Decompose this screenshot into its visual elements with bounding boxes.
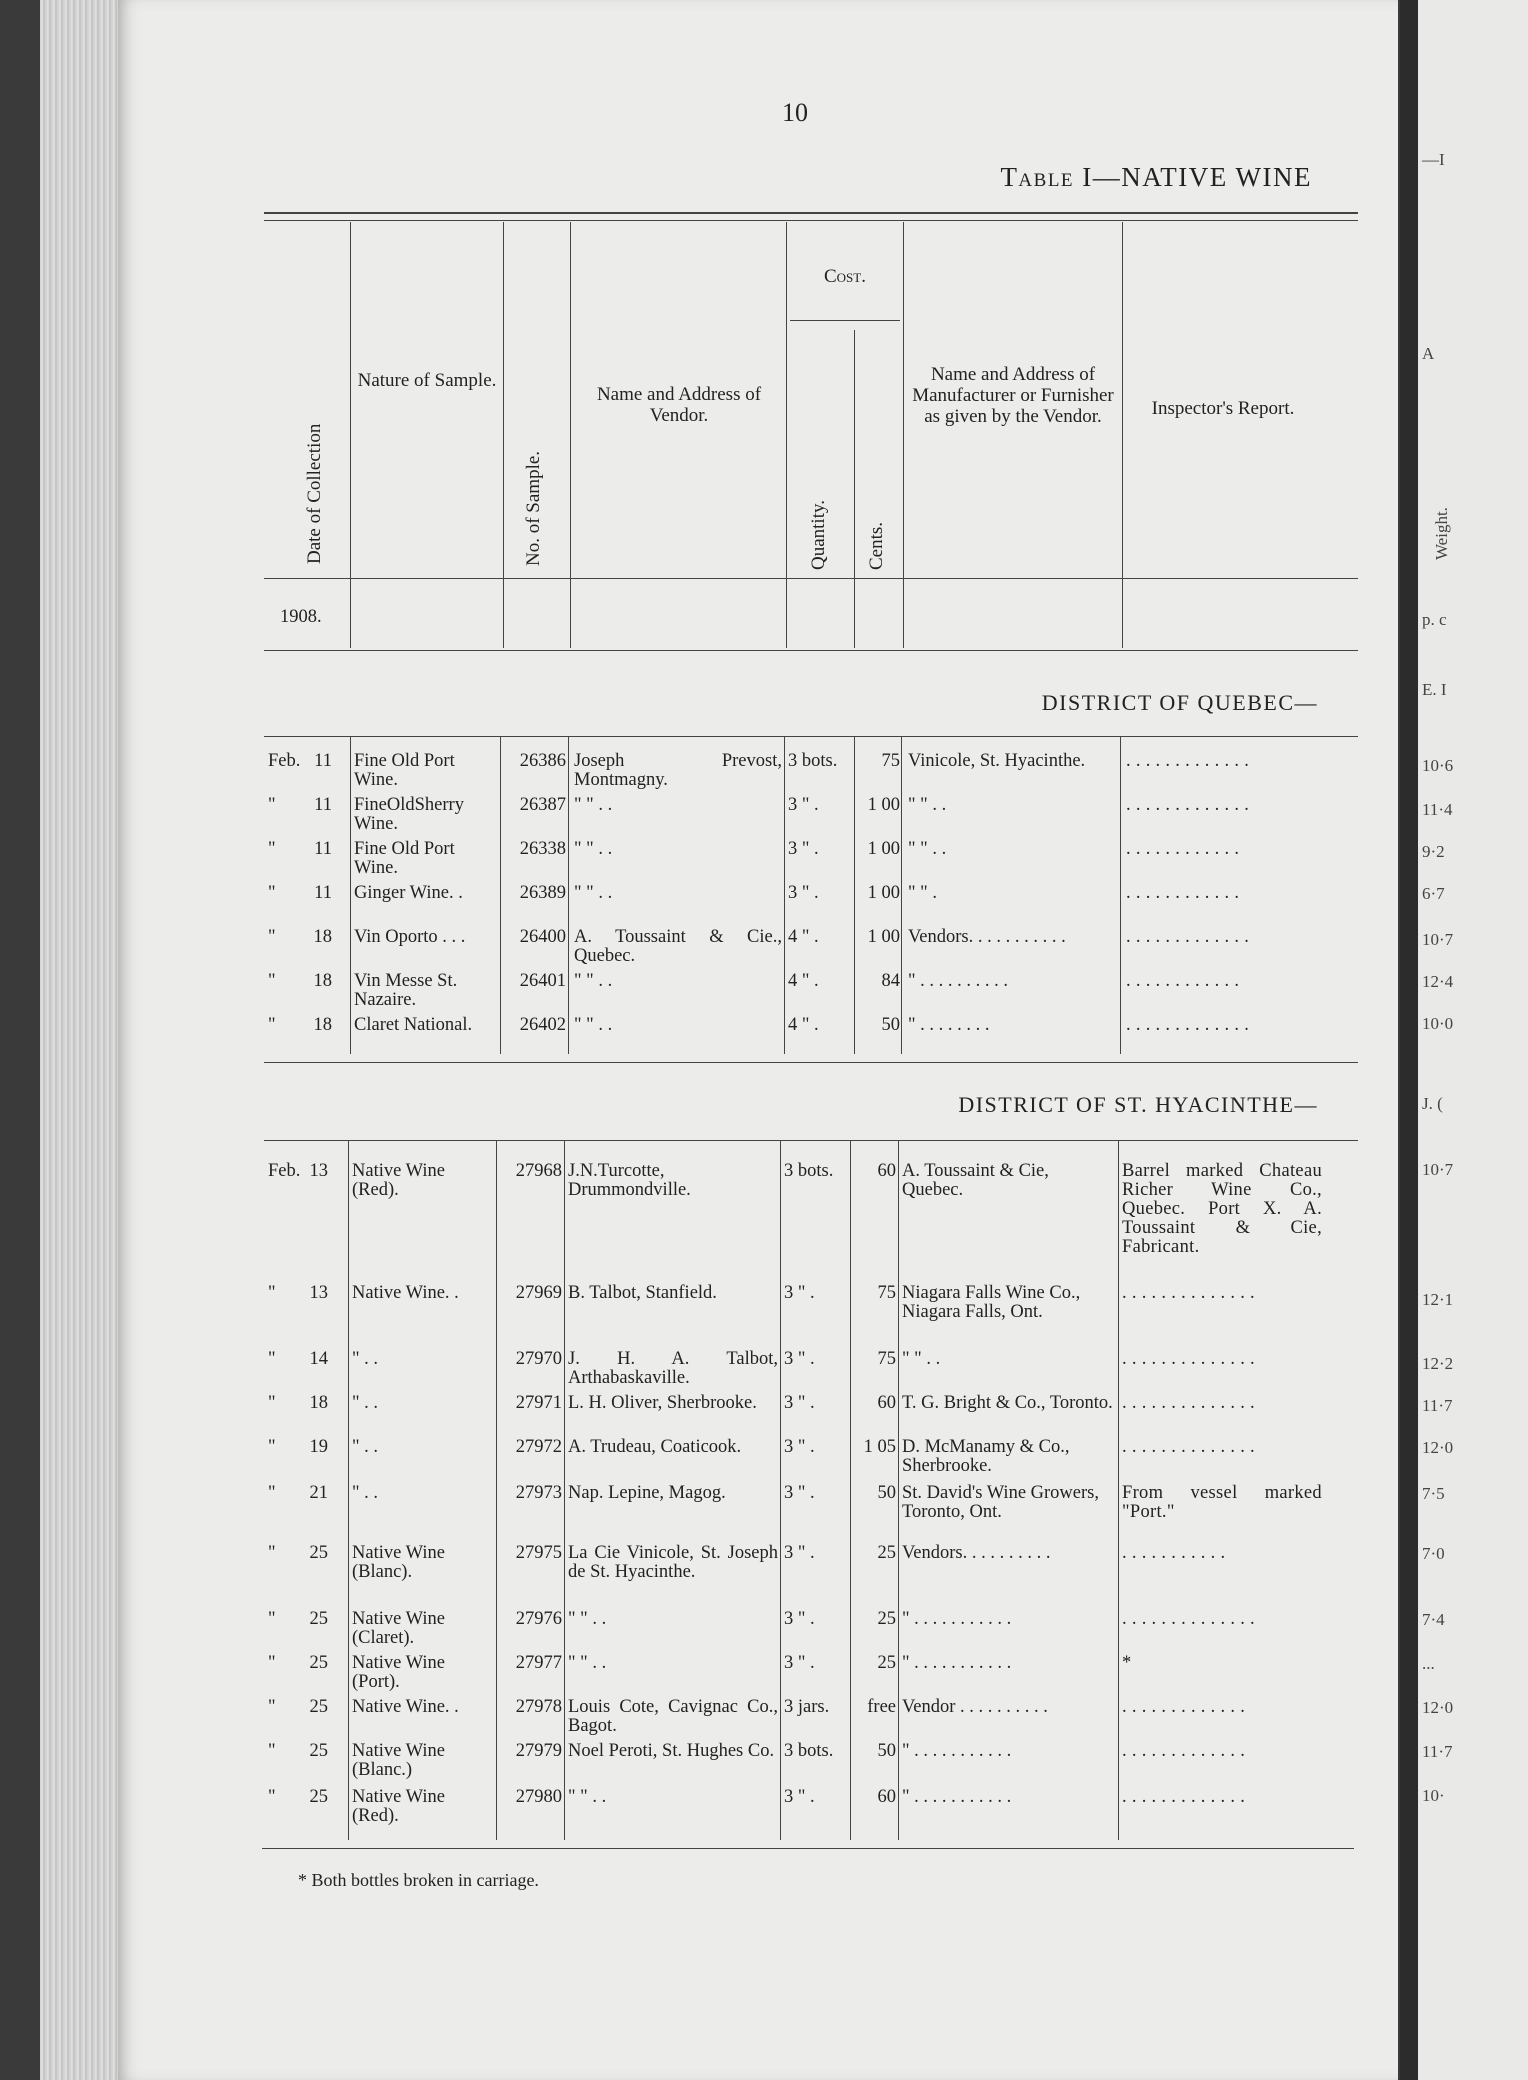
cell-inspector-report: . . . . . . . . . . . . [1126, 839, 1240, 859]
next-page-fragment: E. I [1422, 680, 1447, 699]
cell-month: " [268, 1741, 276, 1761]
cell-quantity: 4 " . [788, 1015, 819, 1035]
cell-month: " [268, 795, 276, 815]
cell-day: 19 [309, 1437, 328, 1457]
cell-day: 18 [313, 971, 332, 991]
q-col-sep-2 [500, 736, 501, 1054]
cell-inspector-report: . . . . . . . . . . . . . . [1122, 1393, 1255, 1413]
cell-quantity: 3 bots. [788, 751, 838, 771]
cell-inspector-report: . . . . . . . . . . . . . [1126, 795, 1250, 815]
next-page-fragment: Weight. [1432, 507, 1451, 560]
cell-sample-no: 26387 [519, 795, 566, 815]
cell-sample-no: 27968 [515, 1161, 562, 1181]
cell-sample-no: 26400 [519, 927, 566, 947]
cell-cents: 75 [877, 1349, 896, 1369]
cell-vendor: La Cie Vinicole, St. Joseph de St. Hyacinthe. [568, 1543, 778, 1582]
cell-month: " [268, 1393, 276, 1413]
cell-inspector-report: . . . . . . . . . . . . . . [1122, 1609, 1255, 1629]
cell-day: 18 [309, 1393, 328, 1413]
next-page-fragment: 12·4 [1422, 972, 1454, 991]
header-vendor: Name and Address of Vendor. [596, 384, 762, 426]
page-number: 10 [782, 98, 808, 127]
cell-quantity: 3 " . [784, 1787, 815, 1807]
cell-manufacturer: " " . . [908, 839, 947, 859]
cell-vendor: " " . . [568, 1787, 607, 1807]
cell-vendor: " " . . [568, 1653, 607, 1673]
cell-manufacturer: D. McManamy & Co., Sherbrooke. [902, 1437, 1070, 1476]
cell-cents: 1 05 [863, 1437, 896, 1457]
cell-cents: 50 [877, 1483, 896, 1503]
col-sep-6 [903, 222, 904, 648]
cell-inspector-report: . . . . . . . . . . . . . [1122, 1787, 1246, 1807]
next-page-fragment: —I [1422, 150, 1445, 169]
cell-day: 25 [309, 1741, 328, 1761]
cell-quantity: 3 " . [784, 1543, 815, 1563]
next-page-fragment: 10·6 [1422, 756, 1454, 775]
cell-nature: Native Wine. . [352, 1697, 459, 1717]
cell-cents: 1 00 [867, 883, 900, 903]
cell-day: 18 [313, 927, 332, 947]
year-bottom-rule [264, 650, 1358, 651]
cell-nature: Native Wine (Red). [352, 1161, 445, 1200]
cell-month: " [268, 1437, 276, 1457]
cell-cents: 1 00 [867, 839, 900, 859]
cell-day: 18 [313, 1015, 332, 1035]
cell-cents: 75 [881, 751, 900, 771]
header-sample-no: No. of Sample. [523, 450, 544, 566]
cell-month: " [268, 1653, 276, 1673]
next-page-fragment: 11·7 [1422, 1396, 1453, 1415]
cell-vendor: Joseph Prevost, Montmagny. [574, 751, 782, 790]
cell-month: Feb. [268, 1161, 301, 1181]
next-page-fragment: 10·0 [1422, 1014, 1454, 1033]
cell-manufacturer: " . . . . . . . . . . . [902, 1787, 1012, 1807]
cell-inspector-report: From vessel marked "Port." [1122, 1483, 1322, 1522]
cell-day: 14 [309, 1349, 328, 1369]
cell-month: " [268, 1609, 276, 1629]
cell-inspector-report: . . . . . . . . . . . . . [1126, 927, 1250, 947]
cell-nature: " . . [352, 1393, 379, 1413]
district-quebec-bottom-rule [264, 1062, 1358, 1063]
cell-cents: 25 [877, 1609, 896, 1629]
cell-month: " [268, 1349, 276, 1369]
header-report: Inspector's Report. [1151, 398, 1295, 419]
cell-quantity: 3 " . [784, 1349, 815, 1369]
district-st-hyacinthe-bottom-rule [262, 1848, 1354, 1849]
cell-inspector-report: Barrel marked Chateau Richer Wine Co., Quebec. Port X. A. Toussaint & Cie, Fabricant. [1122, 1161, 1322, 1257]
cell-month: " [268, 971, 276, 991]
cell-quantity: 3 bots. [784, 1741, 834, 1761]
cell-nature: Vin Oporto . . . [354, 927, 466, 947]
h-col-sep-5 [850, 1140, 851, 1840]
cell-sample-no: 27976 [515, 1609, 562, 1629]
cell-month: " [268, 839, 276, 859]
cell-cents: 1 00 [867, 795, 900, 815]
cell-vendor: " " . . [568, 1609, 607, 1629]
cell-nature: Native Wine (Port). [352, 1653, 445, 1692]
header-bottom-rule [264, 578, 1358, 579]
cell-nature: " . . [352, 1349, 379, 1369]
header-quantity: Quantity. [808, 499, 829, 570]
cell-inspector-report: . . . . . . . . . . . [1122, 1543, 1226, 1563]
cell-day: 11 [314, 883, 332, 903]
cell-day: 11 [314, 795, 332, 815]
cell-month: " [268, 1787, 276, 1807]
cell-manufacturer: A. Toussaint & Cie, Quebec. [902, 1161, 1049, 1200]
cell-vendor: " " . . [574, 795, 613, 815]
cell-month: " [268, 1483, 276, 1503]
cell-sample-no: 26402 [519, 1015, 566, 1035]
cell-vendor: A. Toussaint & Cie., Quebec. [574, 927, 782, 966]
h-col-sep-6 [898, 1140, 899, 1840]
next-page-fragment: 7·4 [1422, 1610, 1445, 1629]
cell-day: 11 [314, 751, 332, 771]
table-title [812, 162, 1312, 193]
cell-vendor: L. H. Oliver, Sherbrooke. [568, 1393, 757, 1413]
cell-vendor: Nap. Lepine, Magog. [568, 1483, 726, 1503]
cell-vendor: " " . . [574, 1015, 613, 1035]
cell-manufacturer: " " . [908, 883, 937, 903]
cell-nature: Native Wine (Claret). [352, 1609, 445, 1648]
header-nature: Nature of Sample. [357, 370, 497, 391]
cell-cents: 25 [877, 1543, 896, 1563]
next-page-fragment: 7·0 [1422, 1544, 1445, 1563]
cell-vendor: J.N.Turcotte, Drummondville. [568, 1161, 691, 1200]
cell-day: 25 [309, 1609, 328, 1629]
top-rule-2 [264, 220, 1358, 221]
next-page-fragment: 11·7 [1422, 1742, 1453, 1761]
cell-day: 21 [309, 1483, 328, 1503]
cell-inspector-report: . . . . . . . . . . . . . [1126, 751, 1250, 771]
cell-quantity: 3 " . [784, 1437, 815, 1457]
col-sep-4 [786, 222, 787, 648]
h-col-sep-4 [780, 1140, 781, 1840]
col-sep-3 [570, 222, 571, 648]
cell-quantity: 3 " . [788, 839, 819, 859]
cell-nature: Native Wine (Red). [352, 1787, 445, 1826]
table-title-text: Table I—NATIVE WINE [1000, 162, 1312, 192]
col-sep-2 [503, 222, 504, 648]
q-col-sep-1 [350, 736, 351, 1054]
h-col-sep-1 [348, 1140, 349, 1840]
cell-vendor: Louis Cote, Cavignac Co., Bagot. [568, 1697, 778, 1736]
next-page-fragment: p. c [1422, 610, 1447, 629]
cell-vendor: " " . . [574, 971, 613, 991]
cell-manufacturer: Niagara Falls Wine Co., Niagara Falls, Ont. [902, 1283, 1081, 1322]
cell-cents: 1 00 [867, 927, 900, 947]
cell-manufacturer: " . . . . . . . . . . . [902, 1609, 1012, 1629]
cell-nature: Native Wine (Blanc). [352, 1543, 445, 1582]
cell-manufacturer: Vendor . . . . . . . . . . [902, 1697, 1048, 1717]
cell-sample-no: 27970 [515, 1349, 562, 1369]
cell-manufacturer: " " . . [908, 795, 947, 815]
q-col-sep-4 [784, 736, 785, 1054]
cell-cents: 60 [877, 1161, 896, 1181]
next-page-fragment: 7·5 [1422, 1484, 1445, 1503]
h-col-sep-3 [564, 1140, 565, 1840]
cell-month: " [268, 1543, 276, 1563]
cell-sample-no: 27973 [515, 1483, 562, 1503]
next-page-fragment: ... [1422, 1654, 1435, 1673]
cost-underline [790, 320, 900, 321]
h-col-sep-7 [1118, 1140, 1119, 1840]
next-page-fragment: A [1422, 344, 1435, 363]
cell-inspector-report: . . . . . . . . . . . . . [1126, 1015, 1250, 1035]
cell-sample-no: 27978 [515, 1697, 562, 1717]
cell-month: " [268, 1697, 276, 1717]
cell-inspector-report: . . . . . . . . . . . . . [1122, 1697, 1246, 1717]
q-col-sep-6 [901, 736, 902, 1054]
cell-quantity: 3 " . [788, 883, 819, 903]
cell-vendor: B. Talbot, Stanfield. [568, 1283, 717, 1303]
cell-vendor: " " . . [574, 839, 613, 859]
header-date: Date of Collection [304, 423, 325, 564]
next-page-fragment: J. ( [1422, 1094, 1443, 1113]
cell-nature: " . . [352, 1483, 379, 1503]
cell-nature: Native Wine. . [352, 1283, 459, 1303]
cell-sample-no: 26401 [519, 971, 566, 991]
cell-manufacturer: " " . . [902, 1349, 941, 1369]
cell-vendor: Noel Peroti, St. Hughes Co. [568, 1741, 775, 1761]
cell-sample-no: 27980 [515, 1787, 562, 1807]
cell-quantity: 3 " . [784, 1609, 815, 1629]
col-sep-5 [854, 330, 855, 648]
cell-sample-no: 27971 [515, 1393, 562, 1413]
cell-sample-no: 27969 [515, 1283, 562, 1303]
district-quebec-top-rule [264, 736, 1358, 737]
cell-vendor: A. Trudeau, Coaticook. [568, 1437, 742, 1457]
cell-inspector-report: . . . . . . . . . . . . . [1122, 1741, 1246, 1761]
next-page-fragment: 12·2 [1422, 1354, 1454, 1373]
cell-manufacturer: Vendors. . . . . . . . . . . [908, 927, 1066, 947]
next-page-fragment: 12·1 [1422, 1290, 1454, 1309]
cell-nature: Vin Messe St. Nazaire. [354, 971, 458, 1010]
cell-cents: 75 [877, 1283, 896, 1303]
cell-inspector-report: * [1122, 1653, 1132, 1673]
cell-nature: FineOldSherry Wine. [354, 795, 464, 834]
cell-cents: 60 [877, 1393, 896, 1413]
cell-day: 25 [309, 1653, 328, 1673]
cell-quantity: 3 jars. [784, 1697, 830, 1717]
district-quebec-heading: DISTRICT OF QUEBEC— [1041, 690, 1318, 715]
cell-quantity: 4 " . [788, 927, 819, 947]
cell-sample-no: 26338 [519, 839, 566, 859]
cell-manufacturer: " . . . . . . . . [908, 1015, 990, 1035]
cell-day: 25 [309, 1543, 328, 1563]
next-page-fragment: 10·7 [1422, 1160, 1454, 1179]
cell-cents: 84 [881, 971, 900, 991]
cell-sample-no: 27972 [515, 1437, 562, 1457]
cell-month: Feb. [268, 751, 301, 771]
h-col-sep-2 [496, 1140, 497, 1840]
cell-sample-no: 26389 [519, 883, 566, 903]
cell-day: 25 [309, 1787, 328, 1807]
cell-manufacturer: St. David's Wine Growers, Toronto, Ont. [902, 1483, 1099, 1522]
cell-quantity: 3 " . [784, 1483, 815, 1503]
q-col-sep-7 [1120, 736, 1121, 1054]
next-page-fragment: 11·4 [1422, 800, 1453, 819]
next-page-edge [1400, 0, 1528, 2080]
next-page-fragment: 6·7 [1422, 884, 1445, 903]
next-page-fragment: 9·2 [1422, 842, 1445, 861]
cell-nature: Fine Old Port Wine. [354, 839, 455, 878]
cell-nature: Claret National. [354, 1015, 473, 1035]
header-manufacturer: Name and Address of Manufacturer or Furnisher as given by the Vendor. [912, 364, 1114, 427]
cell-day: 25 [309, 1697, 328, 1717]
document-page [118, 0, 1398, 2080]
cell-quantity: 3 " . [784, 1283, 815, 1303]
cell-vendor: J. H. A. Talbot, Arthabaskaville. [568, 1349, 778, 1388]
header-cents: Cents. [866, 521, 887, 570]
q-col-sep-5 [854, 736, 855, 1054]
cell-cents: free [867, 1697, 896, 1717]
cell-month: " [268, 1015, 276, 1035]
cell-month: " [268, 927, 276, 947]
cell-quantity: 3 " . [788, 795, 819, 815]
cell-day: 11 [314, 839, 332, 859]
district-st-hyacinthe-heading: DISTRICT OF ST. HYACINTHE— [958, 1092, 1318, 1117]
cell-inspector-report: . . . . . . . . . . . . . . [1122, 1437, 1255, 1457]
cell-manufacturer: T. G. Bright & Co., Toronto. [902, 1393, 1113, 1413]
cell-day: 13 [309, 1161, 328, 1181]
next-page-fragment: 12·0 [1422, 1438, 1454, 1457]
cell-nature: Ginger Wine. . [354, 883, 463, 903]
cell-cents: 60 [877, 1787, 896, 1807]
cell-manufacturer: " . . . . . . . . . . . [902, 1653, 1012, 1673]
next-page-fragment: 12·0 [1422, 1698, 1454, 1717]
cell-month: " [268, 883, 276, 903]
cell-nature: Native Wine (Blanc.) [352, 1741, 445, 1780]
next-page-fragment: 10· [1422, 1786, 1445, 1805]
cell-inspector-report: . . . . . . . . . . . . . . [1122, 1349, 1255, 1369]
cell-vendor: " " . . [574, 883, 613, 903]
q-col-sep-3 [568, 736, 569, 1054]
cell-manufacturer: " . . . . . . . . . . . [902, 1741, 1012, 1761]
header-cost: Cost. [824, 266, 866, 287]
footnote: * Both bottles broken in carriage. [298, 1870, 539, 1890]
cell-quantity: 3 bots. [784, 1161, 834, 1181]
col-sep-1 [350, 222, 351, 648]
cell-nature: " . . [352, 1437, 379, 1457]
cell-sample-no: 26386 [519, 751, 566, 771]
cell-manufacturer: Vendors. . . . . . . . . . [902, 1543, 1051, 1563]
cell-day: 13 [309, 1283, 328, 1303]
top-rule [264, 212, 1358, 214]
next-page-fragment: 10·7 [1422, 930, 1454, 949]
cell-inspector-report: . . . . . . . . . . . . [1126, 883, 1240, 903]
col-sep-7 [1122, 222, 1123, 648]
cell-manufacturer: Vinicole, St. Hyacinthe. [908, 751, 1086, 771]
cell-sample-no: 27977 [515, 1653, 562, 1673]
cell-month: " [268, 1283, 276, 1303]
district-st-hyacinthe-top-rule [264, 1140, 1358, 1141]
cell-cents: 50 [877, 1741, 896, 1761]
cell-quantity: 3 " . [784, 1653, 815, 1673]
cell-inspector-report: . . . . . . . . . . . . [1126, 971, 1240, 991]
cell-inspector-report: . . . . . . . . . . . . . . [1122, 1283, 1255, 1303]
cell-nature: Fine Old Port Wine. [354, 751, 455, 790]
cell-cents: 50 [881, 1015, 900, 1035]
cell-quantity: 4 " . [788, 971, 819, 991]
cell-cents: 25 [877, 1653, 896, 1673]
cell-sample-no: 27975 [515, 1543, 562, 1563]
year-label: 1908. [280, 607, 322, 627]
cell-manufacturer: " . . . . . . . . . . [908, 971, 1009, 991]
cell-sample-no: 27979 [515, 1741, 562, 1761]
cell-quantity: 3 " . [784, 1393, 815, 1413]
